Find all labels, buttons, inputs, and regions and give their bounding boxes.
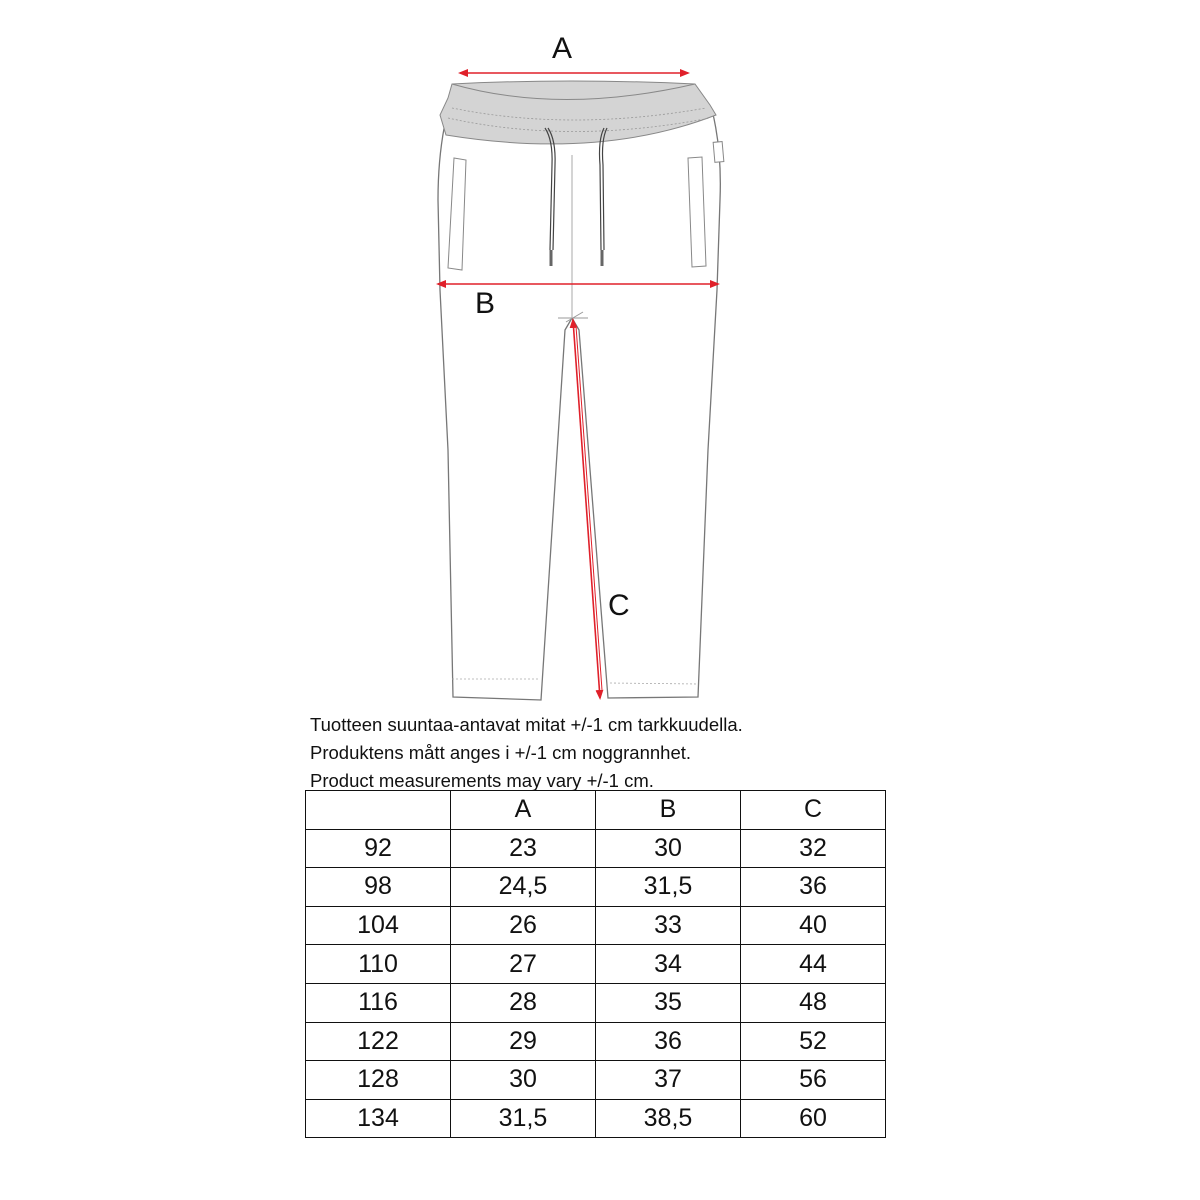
cell-b: 30 (596, 829, 741, 868)
size-chart-table (305, 790, 886, 1138)
cell-size: 104 (306, 906, 451, 945)
cell-size: 134 (306, 1099, 451, 1138)
drawstrings (545, 128, 607, 250)
cell-b: 35 (596, 983, 741, 1022)
note-english: Product measurements may vary +/-1 cm. (310, 770, 654, 791)
header-c: C (741, 791, 886, 830)
cell-b: 31,5 (596, 868, 741, 907)
cell-size: 98 (306, 868, 451, 907)
label-a: A (552, 32, 573, 65)
drawstring-tips (551, 250, 602, 266)
cell-c: 32 (741, 829, 886, 868)
cell-c: 56 (741, 1061, 886, 1100)
cell-b: 38,5 (596, 1099, 741, 1138)
note-finnish: Tuotteen suuntaa-antavat mitat +/-1 cm tarkkuudella. (310, 714, 743, 735)
table-row (306, 983, 886, 1022)
cell-a: 28 (451, 983, 596, 1022)
cell-b: 36 (596, 1022, 741, 1061)
cell-c: 44 (741, 945, 886, 984)
cell-b: 34 (596, 945, 741, 984)
table-row (306, 1099, 886, 1138)
label-b: B (475, 287, 496, 320)
cell-c: 36 (741, 868, 886, 907)
cell-size: 128 (306, 1061, 451, 1100)
header-size (306, 791, 451, 830)
cell-c: 40 (741, 906, 886, 945)
cell-size: 110 (306, 945, 451, 984)
cell-a: 27 (451, 945, 596, 984)
cell-a: 30 (451, 1061, 596, 1100)
table-row (306, 829, 886, 868)
cell-a: 31,5 (451, 1099, 596, 1138)
cell-a: 26 (451, 906, 596, 945)
note-swedish: Produktens mått anges i +/-1 cm noggrannhet. (310, 742, 692, 763)
measurement-notes (310, 711, 743, 795)
table-row (306, 1061, 886, 1100)
waistband (440, 81, 716, 144)
table-header-row (306, 791, 886, 830)
cell-b: 37 (596, 1061, 741, 1100)
cell-size: 122 (306, 1022, 451, 1061)
cell-c: 48 (741, 983, 886, 1022)
cell-size: 92 (306, 829, 451, 868)
cell-a: 24,5 (451, 868, 596, 907)
table-row (306, 945, 886, 984)
table-row (306, 1022, 886, 1061)
side-tab (713, 142, 724, 163)
cell-b: 33 (596, 906, 741, 945)
cell-a: 23 (451, 829, 596, 868)
header-b: B (596, 791, 741, 830)
cell-size: 116 (306, 983, 451, 1022)
cell-c: 52 (741, 1022, 886, 1061)
table-row (306, 868, 886, 907)
table-row (306, 906, 886, 945)
label-c: C (608, 589, 630, 622)
cell-a: 29 (451, 1022, 596, 1061)
header-a: A (451, 791, 596, 830)
cell-c: 60 (741, 1099, 886, 1138)
